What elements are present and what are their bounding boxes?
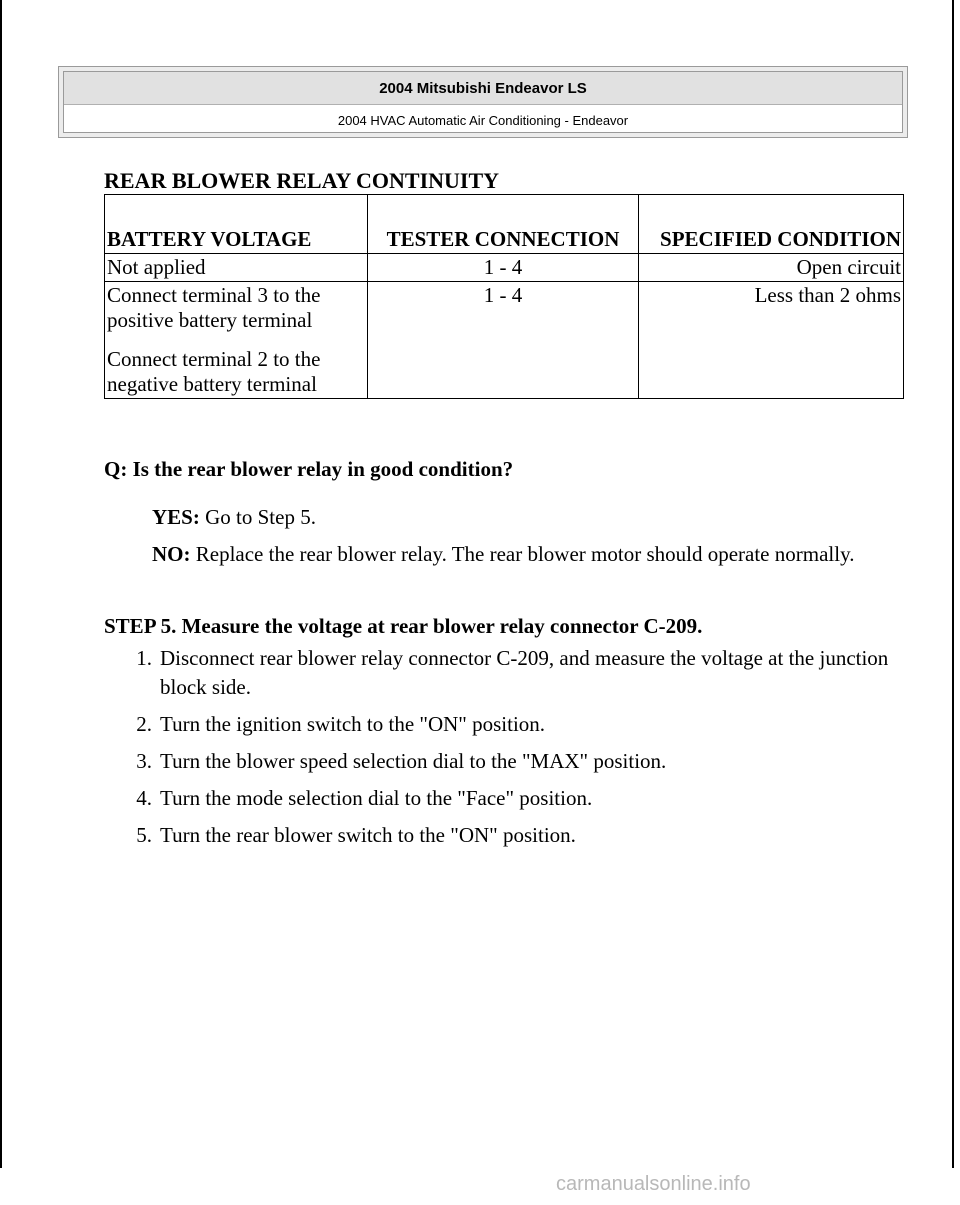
cell-text: Connect terminal 3 to the positive battery terminal <box>107 283 321 332</box>
step-list <box>104 644 894 858</box>
list-item <box>104 710 894 739</box>
item-number: 1. <box>136 646 152 670</box>
cell-text: Connect terminal 2 to the negative battery terminal <box>107 347 321 396</box>
watermark: carmanualsonline.info <box>556 1173 751 1195</box>
cell-tester-connection: 1 - 4 <box>368 282 639 399</box>
list-item <box>104 747 894 776</box>
answer-yes-label: YES: <box>152 505 200 529</box>
column-header-battery-voltage: BATTERY VOLTAGE <box>105 195 368 254</box>
item-text: Disconnect rear blower relay connector C-209, and measure the voltage at the junction block side. <box>160 646 889 699</box>
relay-continuity-table <box>104 194 904 399</box>
cell-specified-condition: Less than 2 ohms <box>639 282 904 399</box>
item-number: 3. <box>136 749 152 773</box>
item-text: Turn the ignition switch to the "ON" position. <box>160 712 546 736</box>
list-item <box>104 821 894 850</box>
cell-text: Not applied <box>107 255 206 279</box>
cell-battery-voltage <box>105 282 368 399</box>
answer-no-label: NO: <box>152 542 191 566</box>
cell-battery-voltage <box>105 254 368 282</box>
answer-no <box>152 539 892 569</box>
step-title: STEP 5. Measure the voltage at rear blower relay connector C-209. <box>104 614 703 638</box>
cell-tester-connection: 1 - 4 <box>368 254 639 282</box>
cell-gap <box>107 333 365 347</box>
section-title: REAR BLOWER RELAY CONTINUITY <box>104 168 500 193</box>
answer-no-text: Replace the rear blower relay. The rear blower motor should operate normally. <box>190 542 855 566</box>
page-border-right <box>952 0 954 1168</box>
item-text: Turn the blower speed selection dial to the "MAX" position. <box>160 749 667 773</box>
item-number: 5. <box>136 823 152 847</box>
question-text: Q: Is the rear blower relay in good condition? <box>104 457 514 481</box>
answer-yes <box>152 502 892 532</box>
item-number: 4. <box>136 786 152 810</box>
header-title: 2004 Mitsubishi Endeavor LS <box>64 72 902 105</box>
list-item <box>104 784 894 813</box>
table-row <box>105 282 904 399</box>
item-text: Turn the rear blower switch to the "ON" position. <box>160 823 576 847</box>
table-row <box>105 254 904 282</box>
page-border-left <box>0 0 2 1168</box>
item-text: Turn the mode selection dial to the "Face" position. <box>160 786 593 810</box>
list-item <box>104 644 894 702</box>
document-header <box>58 66 908 138</box>
header-subtitle: 2004 HVAC Automatic Air Conditioning - Endeavor <box>337 112 629 128</box>
column-header-tester-connection: TESTER CONNECTION <box>368 195 639 254</box>
table-header-row <box>105 195 904 254</box>
document-header-inner <box>63 71 903 133</box>
answer-yes-text: Go to Step 5. <box>199 505 316 529</box>
cell-specified-condition: Open circuit <box>639 254 904 282</box>
item-number: 2. <box>136 712 152 736</box>
column-header-specified-condition: SPECIFIED CONDITION <box>639 195 904 254</box>
